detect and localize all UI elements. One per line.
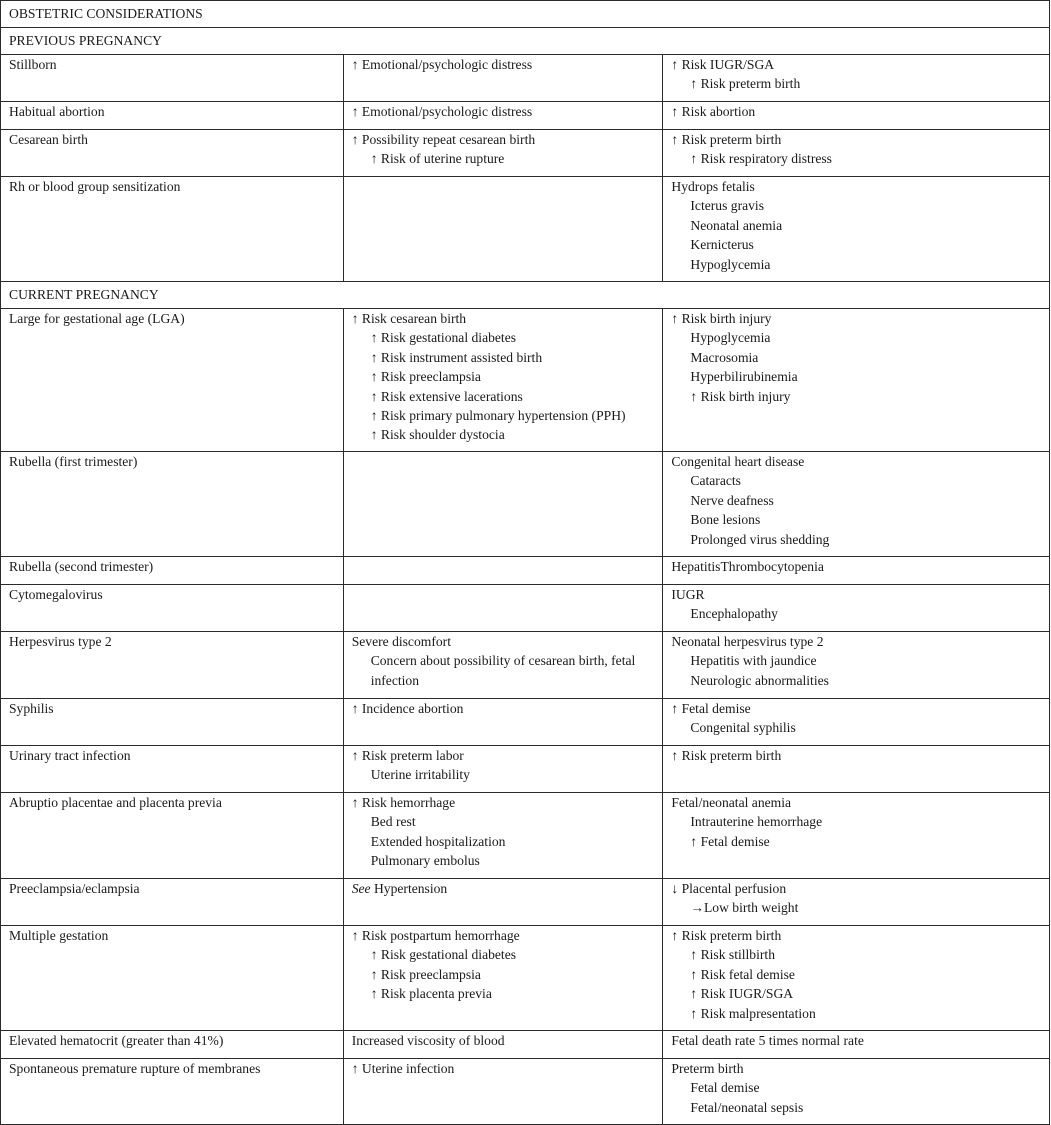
table-row [1,585,1050,632]
maternal-effect-cell: ↑ Risk hemorrhage Bed rest Extended hospitalization Pulmonary embolus [343,793,663,879]
factor-cell: Urinary tract infection [1,746,344,793]
maternal-effect-cell: ↑ Possibility repeat cesarean birth ↑ Risk of uterine rupture [343,130,663,177]
factor-cell: Cytomegalovirus [1,585,344,632]
factor-cell: Spontaneous premature rupture of membranes [1,1059,344,1125]
table-row [1,793,1050,879]
table-row [1,926,1050,1031]
fetal-effect-cell: ↓ Placental perfusion →Low birth weight [663,879,1050,926]
fetal-effect-cell: Fetal death rate 5 times normal rate [663,1031,1050,1059]
fetal-effect-cell: Fetal/neonatal anemia Intrauterine hemorrhage ↑ Fetal demise [663,793,1050,879]
fetal-effect-cell: ↑ Risk preterm birth ↑ Risk stillbirth ↑ Risk fetal demise ↑ Risk IUGR/SGA ↑ Risk malpresentation [663,926,1050,1031]
maternal-effect-cell [343,452,663,557]
maternal-effect-cell [343,557,663,585]
factor-cell: Syphilis [1,699,344,746]
factor-cell: Rh or blood group sensitization [1,177,344,282]
table-row [1,879,1050,926]
fetal-effect-cell: ↑ Risk IUGR/SGA ↑ Risk preterm birth [663,55,1050,102]
maternal-effect-cell: ↑ Emotional/psychologic distress [343,55,663,102]
table-row [1,452,1050,557]
maternal-effect-cell [343,879,663,926]
fetal-effect-cell: Hydrops fetalis Icterus gravis Neonatal anemia Kernicterus Hypoglycemia [663,177,1050,282]
factor-cell: Habitual abortion [1,102,344,130]
fetal-effect-cell: HepatitisThrombocytopenia [663,557,1050,585]
see-reference: See [351,881,371,896]
maternal-effect-cell: ↑ Incidence abortion [343,699,663,746]
factor-cell: Stillborn [1,55,344,102]
section-previous-pregnancy: PREVIOUS PREGNANCY [1,28,1050,55]
factor-cell: Rubella (second trimester) [1,557,344,585]
factor-cell: Multiple gestation [1,926,344,1031]
section-row-current [1,282,1050,309]
table-row [1,55,1050,102]
factor-cell: Large for gestational age (LGA) [1,309,344,452]
maternal-effect-cell: ↑ Risk preterm labor Uterine irritability [343,746,663,793]
fetal-effect-cell: ↑ Risk preterm birth ↑ Risk respiratory distress [663,130,1050,177]
maternal-effect-cell: ↑ Risk postpartum hemorrhage ↑ Risk gestational diabetes ↑ Risk preeclampsia ↑ Risk placenta previa [343,926,663,1031]
fetal-effect-cell: IUGR Encephalopathy [663,585,1050,632]
table-row [1,632,1050,699]
fetal-effect-cell: Preterm birth Fetal demise Fetal/neonatal sepsis [663,1059,1050,1125]
factor-cell: Herpesvirus type 2 [1,632,344,699]
table-heading: OBSTETRIC CONSIDERATIONS [1,1,1050,28]
table-row [1,746,1050,793]
fetal-effect-cell: Congenital heart disease Cataracts Nerve deafness Bone lesions Prolonged virus shedding [663,452,1050,557]
table-heading-row [1,1,1050,28]
factor-cell: Preeclampsia/eclampsia [1,879,344,926]
table-row [1,309,1050,452]
table-row [1,699,1050,746]
fetal-effect-cell: ↑ Risk birth injury Hypoglycemia Macrosomia Hyperbilirubinemia ↑ Risk birth injury [663,309,1050,452]
maternal-effect-cell: Severe discomfort Concern about possibility of cesarean birth, fetal infection [343,632,663,699]
table-row [1,177,1050,282]
table-row [1,130,1050,177]
table-row [1,1031,1050,1059]
factor-cell: Cesarean birth [1,130,344,177]
maternal-effect-cell: ↑ Emotional/psychologic distress [343,102,663,130]
fetal-effect-cell: ↑ Risk preterm birth [663,746,1050,793]
fetal-effect-cell: ↑ Risk abortion [663,102,1050,130]
factor-cell: Rubella (first trimester) [1,452,344,557]
maternal-effect-cell: ↑ Uterine infection [343,1059,663,1125]
factor-cell: Abruptio placentae and placenta previa [1,793,344,879]
table-row [1,102,1050,130]
cross-reference-link: Hypertension [373,881,448,896]
fetal-effect-cell: ↑ Fetal demise Congenital syphilis [663,699,1050,746]
section-current-pregnancy: CURRENT PREGNANCY [1,282,1050,309]
section-row-previous [1,28,1050,55]
factor-cell: Elevated hematocrit (greater than 41%) [1,1031,344,1059]
table-row [1,557,1050,585]
maternal-effect-cell [343,177,663,282]
maternal-effect-cell: Increased viscosity of blood [343,1031,663,1059]
fetal-effect-cell: Neonatal herpesvirus type 2 Hepatitis with jaundice Neurologic abnormalities [663,632,1050,699]
maternal-effect-cell [343,585,663,632]
table-row [1,1059,1050,1125]
maternal-effect-cell: ↑ Risk cesarean birth ↑ Risk gestational diabetes ↑ Risk instrument assisted birth ↑ Risk preeclampsia ↑ Risk extensive lacerations ↑ Risk primary pulmonary hypertension (PPH) ↑ Risk shoulder dystocia [343,309,663,452]
